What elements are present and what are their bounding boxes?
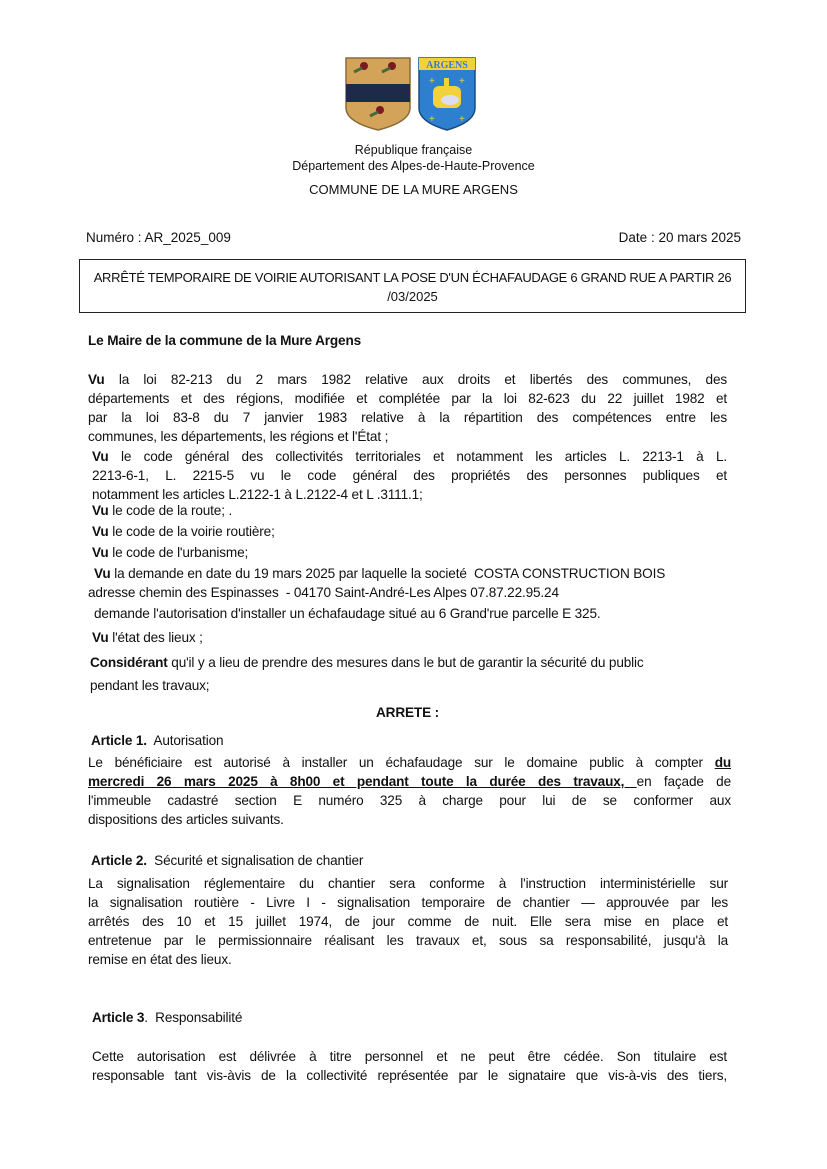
text-segment: l'état des lieux ; bbox=[108, 630, 203, 645]
text-segment: Cette autorisation est délivrée à titre personnel et ne peut être cédée. Son titulaire est bbox=[92, 1049, 727, 1064]
emphasis-text: Vu bbox=[92, 503, 109, 518]
decree-title-box bbox=[79, 259, 746, 313]
svg-text:+: + bbox=[429, 76, 435, 87]
text-segment: le code de la route; . bbox=[108, 503, 233, 518]
emphasis-text: Article 3 bbox=[92, 1010, 145, 1025]
decree-title-line-1: ARRÊTÉ TEMPORAIRE DE VOIRIE AUTORISANT LA POSE D'UN ÉCHAFAUDAGE 6 GRAND RUE A PARTIR 26 bbox=[93, 270, 732, 285]
text-segment: responsable tant vis-àvis de la collectivité représentée par le signataire que vis-à-vis des tiers, bbox=[92, 1068, 727, 1083]
text-line bbox=[88, 370, 727, 389]
text-segment: demande l'autorisation d'installer un échafaudage situé au 6 Grand'rue parcelle E 325. bbox=[94, 606, 601, 621]
text-segment: Sécurité et signalisation de chantier bbox=[146, 853, 364, 868]
text-line bbox=[88, 427, 727, 446]
vu-voirie bbox=[92, 522, 727, 541]
vu-cgct bbox=[92, 447, 727, 504]
svg-text:+: + bbox=[429, 114, 435, 125]
article-3-text bbox=[92, 1047, 727, 1085]
article-2-text bbox=[88, 874, 728, 969]
text-line bbox=[92, 501, 727, 520]
argens-logo-text: ARGENS bbox=[426, 60, 468, 71]
text-line bbox=[91, 731, 727, 750]
decree-number: Numéro : AR_2025_009 bbox=[86, 230, 231, 245]
text-line bbox=[92, 466, 727, 485]
text-segment: la demande en date du 19 mars 2025 par laquelle la societé COSTA CONSTRUCTION BOIS bbox=[110, 566, 666, 581]
text-segment: communes, les départements, les régions et l'État ; bbox=[88, 429, 389, 444]
text-line bbox=[88, 753, 731, 772]
article-2-title bbox=[91, 851, 727, 870]
text-segment: la loi 82-213 du 2 mars 1982 relative aux droits et libertés des communes, des bbox=[104, 372, 727, 387]
text-segment: Autorisation bbox=[146, 733, 224, 748]
emphasis-text: Vu bbox=[92, 545, 109, 560]
text-segment: le code de la voirie routière; bbox=[108, 524, 275, 539]
text-line bbox=[88, 791, 731, 810]
emphasis-text: Article 1. bbox=[91, 733, 147, 748]
article-3-title bbox=[92, 1008, 727, 1027]
text-segment: le code général des collectivités territoriales et notamment les articles L. 2213-1 à L. bbox=[108, 449, 727, 464]
text-line bbox=[90, 653, 727, 672]
text-line bbox=[92, 1066, 727, 1085]
text-segment: entretenue par le permissionnaire réalisant les travaux et, sous sa responsabilité, jusqu'à la bbox=[88, 933, 728, 948]
text-line bbox=[88, 950, 728, 969]
article-1-text bbox=[88, 753, 731, 829]
text-segment: . Responsabilité bbox=[144, 1010, 243, 1025]
text-line bbox=[88, 703, 727, 722]
text-segment: par la loi 83-8 du 7 janvier 1983 relative à la répartition des compétences entre les bbox=[88, 410, 727, 425]
emphasis-text: Article 2. bbox=[91, 853, 147, 868]
text-segment: dispositions des articles suivants. bbox=[88, 812, 284, 827]
text-line bbox=[88, 583, 727, 602]
text-line bbox=[88, 772, 731, 791]
vu-loi bbox=[88, 370, 727, 446]
text-segment: pendant les travaux; bbox=[90, 678, 210, 693]
text-segment: départements et des régions, modifiée et complétée par la loi 82-623 du 22 juillet 1982 et bbox=[88, 391, 727, 406]
text-segment: le code de l'urbanisme; bbox=[108, 545, 249, 560]
la-mure-coat-of-arms-logo bbox=[344, 56, 412, 132]
text-segment: adresse chemin des Espinasses - 04170 Saint-André-Les Alpes 07.87.22.95.24 bbox=[88, 585, 559, 600]
text-segment: arrêtés des 10 et 15 juillet 1974, de jour comme de nuit. Elle sera mise en place et bbox=[88, 914, 728, 929]
emphasis-text: Considérant bbox=[90, 655, 168, 670]
emphasis-text: Vu bbox=[94, 566, 111, 581]
text-segment: remise en état des lieux. bbox=[88, 952, 232, 967]
vu-urbanisme bbox=[92, 543, 727, 562]
department-line: Département des Alpes-de-Haute-Provence bbox=[292, 159, 535, 173]
decree-title-line-2: /03/2025 bbox=[387, 289, 438, 304]
vu-route bbox=[92, 501, 727, 520]
text-segment: l'immeuble cadastré section E numéro 325 à charge pour lui de se conformer aux bbox=[88, 793, 731, 808]
text-segment: en façade de bbox=[636, 774, 731, 789]
text-line bbox=[92, 447, 727, 466]
text-segment: 2213-6-1, L. 2215-5 vu le code général des propriétés des personnes publiques et bbox=[92, 468, 727, 483]
text-segment: qu'il y a lieu de prendre des mesures dans le but de garantir la sécurité du public bbox=[167, 655, 644, 670]
emphasis-text: Vu bbox=[88, 372, 105, 387]
text-line bbox=[92, 1008, 727, 1027]
emphasis-text: Vu bbox=[92, 449, 109, 464]
decree-date: Date : 20 mars 2025 bbox=[618, 230, 741, 245]
mayor-heading bbox=[88, 331, 727, 350]
text-segment: Le bénéficiaire est autorisé à installer un échafaudage sur le domaine public à compter bbox=[88, 755, 715, 770]
article-1-title bbox=[91, 731, 727, 750]
commune-line: COMMUNE DE LA MURE ARGENS bbox=[309, 182, 518, 197]
svg-text:+: + bbox=[459, 76, 465, 87]
text-line bbox=[94, 564, 727, 583]
vu-etat-lieux bbox=[92, 628, 727, 647]
text-line bbox=[92, 1047, 727, 1066]
republic-line: République française bbox=[354, 143, 473, 157]
emphasis-text: Le Maire de la commune de la Mure Argens bbox=[88, 333, 362, 348]
svg-text:+: + bbox=[459, 114, 465, 125]
argens-coat-of-arms-logo bbox=[417, 56, 477, 132]
text-line bbox=[88, 331, 727, 350]
text-line bbox=[94, 604, 727, 623]
text-line bbox=[92, 628, 727, 647]
text-segment: notamment les articles L.2122-1 à L.2122-4 et L .3111.1; bbox=[92, 487, 423, 502]
text-line bbox=[90, 676, 727, 695]
text-line bbox=[88, 912, 728, 931]
text-segment: La signalisation réglementaire du chantier sera conforme à l'instruction interministérielle sur bbox=[88, 876, 728, 891]
text-line bbox=[88, 874, 728, 893]
text-segment: la signalisation routière - Livre I - signalisation temporaire de chantier — approuvée par les bbox=[88, 895, 728, 910]
emphasis-text: ARRETE : bbox=[376, 705, 439, 720]
text-line bbox=[88, 810, 731, 829]
text-line bbox=[92, 543, 727, 562]
text-line bbox=[88, 408, 727, 427]
emphasis-text: Vu bbox=[92, 524, 109, 539]
text-line bbox=[88, 931, 728, 950]
text-line bbox=[88, 389, 727, 408]
emphasis-text: mercredi 26 mars 2025 à 8h00 et pendant toute la durée des travaux, bbox=[88, 774, 637, 789]
text-line bbox=[92, 522, 727, 541]
emphasis-text: Vu bbox=[92, 630, 109, 645]
emphasis-text: du bbox=[714, 755, 731, 770]
text-line bbox=[88, 893, 728, 912]
text-line bbox=[91, 851, 727, 870]
arrete-heading bbox=[88, 703, 727, 722]
